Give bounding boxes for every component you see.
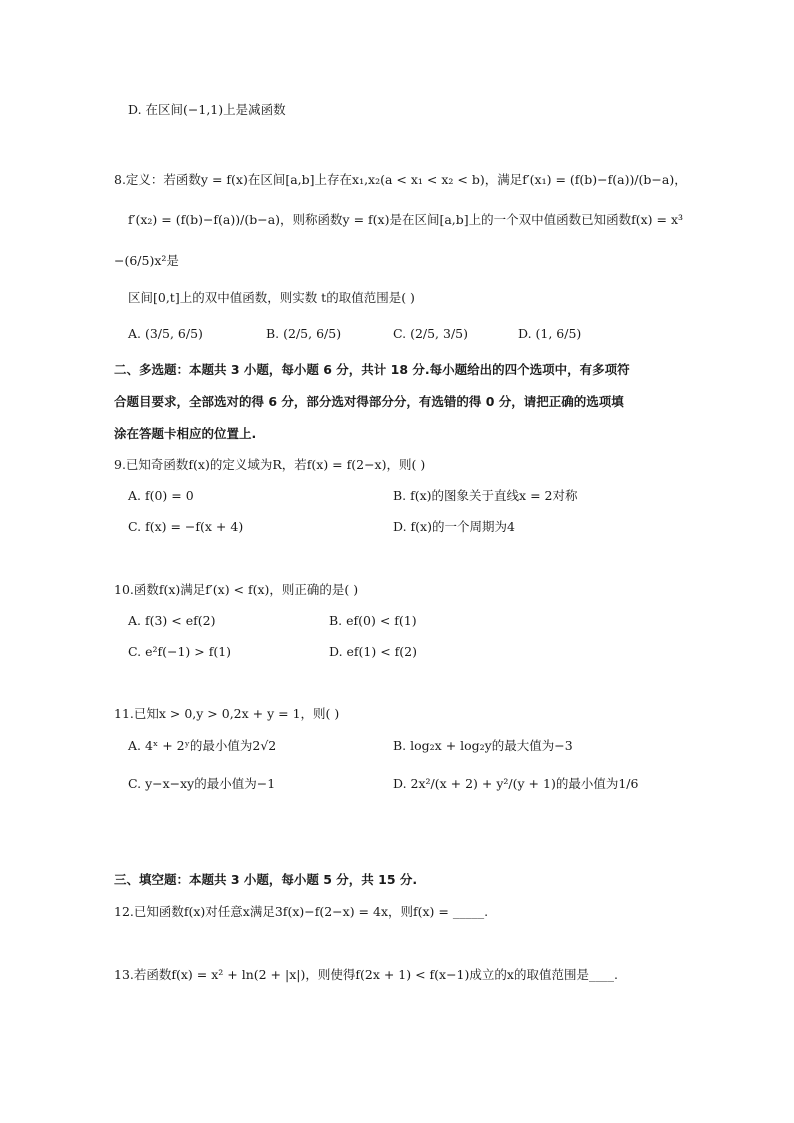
q8-stem-line2: f′(x₂) = (f(b)−f(a))/(b−a)，则称函数y = f(x)是在区间[a,b]上的一个双中值函数已知函数f(x) = x³ xyxy=(128,212,684,227)
q11-option-b: B. log₂x + log₂y的最大值为−3 xyxy=(393,738,573,753)
q10-option-d: D. ef(1) < f(2) xyxy=(329,644,418,659)
q10-option-b: B. ef(0) < f(1) xyxy=(329,613,417,628)
section2-header-line2: 合题目要求，全部选对的得 6 分，部分选对得部分分，有选错的得 0 分，请把正确的选项填 xyxy=(114,394,624,409)
q8-option-c: C. (2/5, 3/5) xyxy=(393,326,468,341)
q9-option-a: A. f(0) = 0 xyxy=(128,488,194,503)
section3-header: 三、填空题：本题共 3 小题，每小题 5 分，共 15 分. xyxy=(114,872,418,887)
q9-option-d: D. f(x)的一个周期为4 xyxy=(393,519,515,534)
q8-stem-line1: 8.定义：若函数y = f(x)在区间[a,b]上存在x₁,x₂(a < x₁ < x₂ < b)，满足f′(x₁) = (f(b)−f(a))/(b−a)， xyxy=(114,172,687,187)
section2-header-line1: 二、多选题：本题共 3 小题，每小题 6 分，共计 18 分.每小题给出的四个选项中，有多项符 xyxy=(114,362,630,377)
q11-option-d: D. 2x²/(x + 2) + y²/(y + 1)的最小值为1/6 xyxy=(393,776,639,791)
q9-option-b: B. f(x)的图象关于直线x = 2对称 xyxy=(393,488,578,503)
q8-option-a: A. (3/5, 6/5) xyxy=(128,326,203,341)
q8-stem-line3: −(6/5)x²是 xyxy=(114,253,179,268)
q12-stem: 12.已知函数f(x)对任意x满足3f(x)−f(2−x) = 4x，则f(x) = _____. xyxy=(114,904,489,919)
q10-option-a: A. f(3) < ef(2) xyxy=(128,613,216,628)
q8-stem-line4: 区间[0,t]上的双中值函数，则实数 t的取值范围是( ) xyxy=(128,290,415,305)
q7-option-d: D. 在区间(−1,1)上是减函数 xyxy=(128,102,286,117)
q8-option-d: D. (1, 6/5) xyxy=(518,326,582,341)
q9-option-c: C. f(x) = −f(x + 4) xyxy=(128,519,244,534)
q11-stem: 11.已知x > 0,y > 0,2x + y = 1，则( ) xyxy=(114,706,340,721)
q11-option-c: C. y−x−xy的最小值为−1 xyxy=(128,776,276,791)
q13-stem: 13.若函数f(x) = x² + ln(2 + |x|)，则使得f(2x + 1) < f(x−1)成立的x的取值范围是____. xyxy=(114,967,618,982)
q10-option-c: C. e²f(−1) > f(1) xyxy=(128,644,232,659)
section2-header-line3: 涂在答题卡相应的位置上. xyxy=(114,426,257,441)
q11-option-a: A. 4ˣ + 2ʸ的最小值为2√2 xyxy=(128,738,277,753)
q10-stem: 10.函数f(x)满足f′(x) < f(x)，则正确的是( ) xyxy=(114,582,359,597)
q8-option-b: B. (2/5, 6/5) xyxy=(266,326,342,341)
q9-stem: 9.已知奇函数f(x)的定义域为R，若f(x) = f(2−x)，则( ) xyxy=(114,457,426,472)
